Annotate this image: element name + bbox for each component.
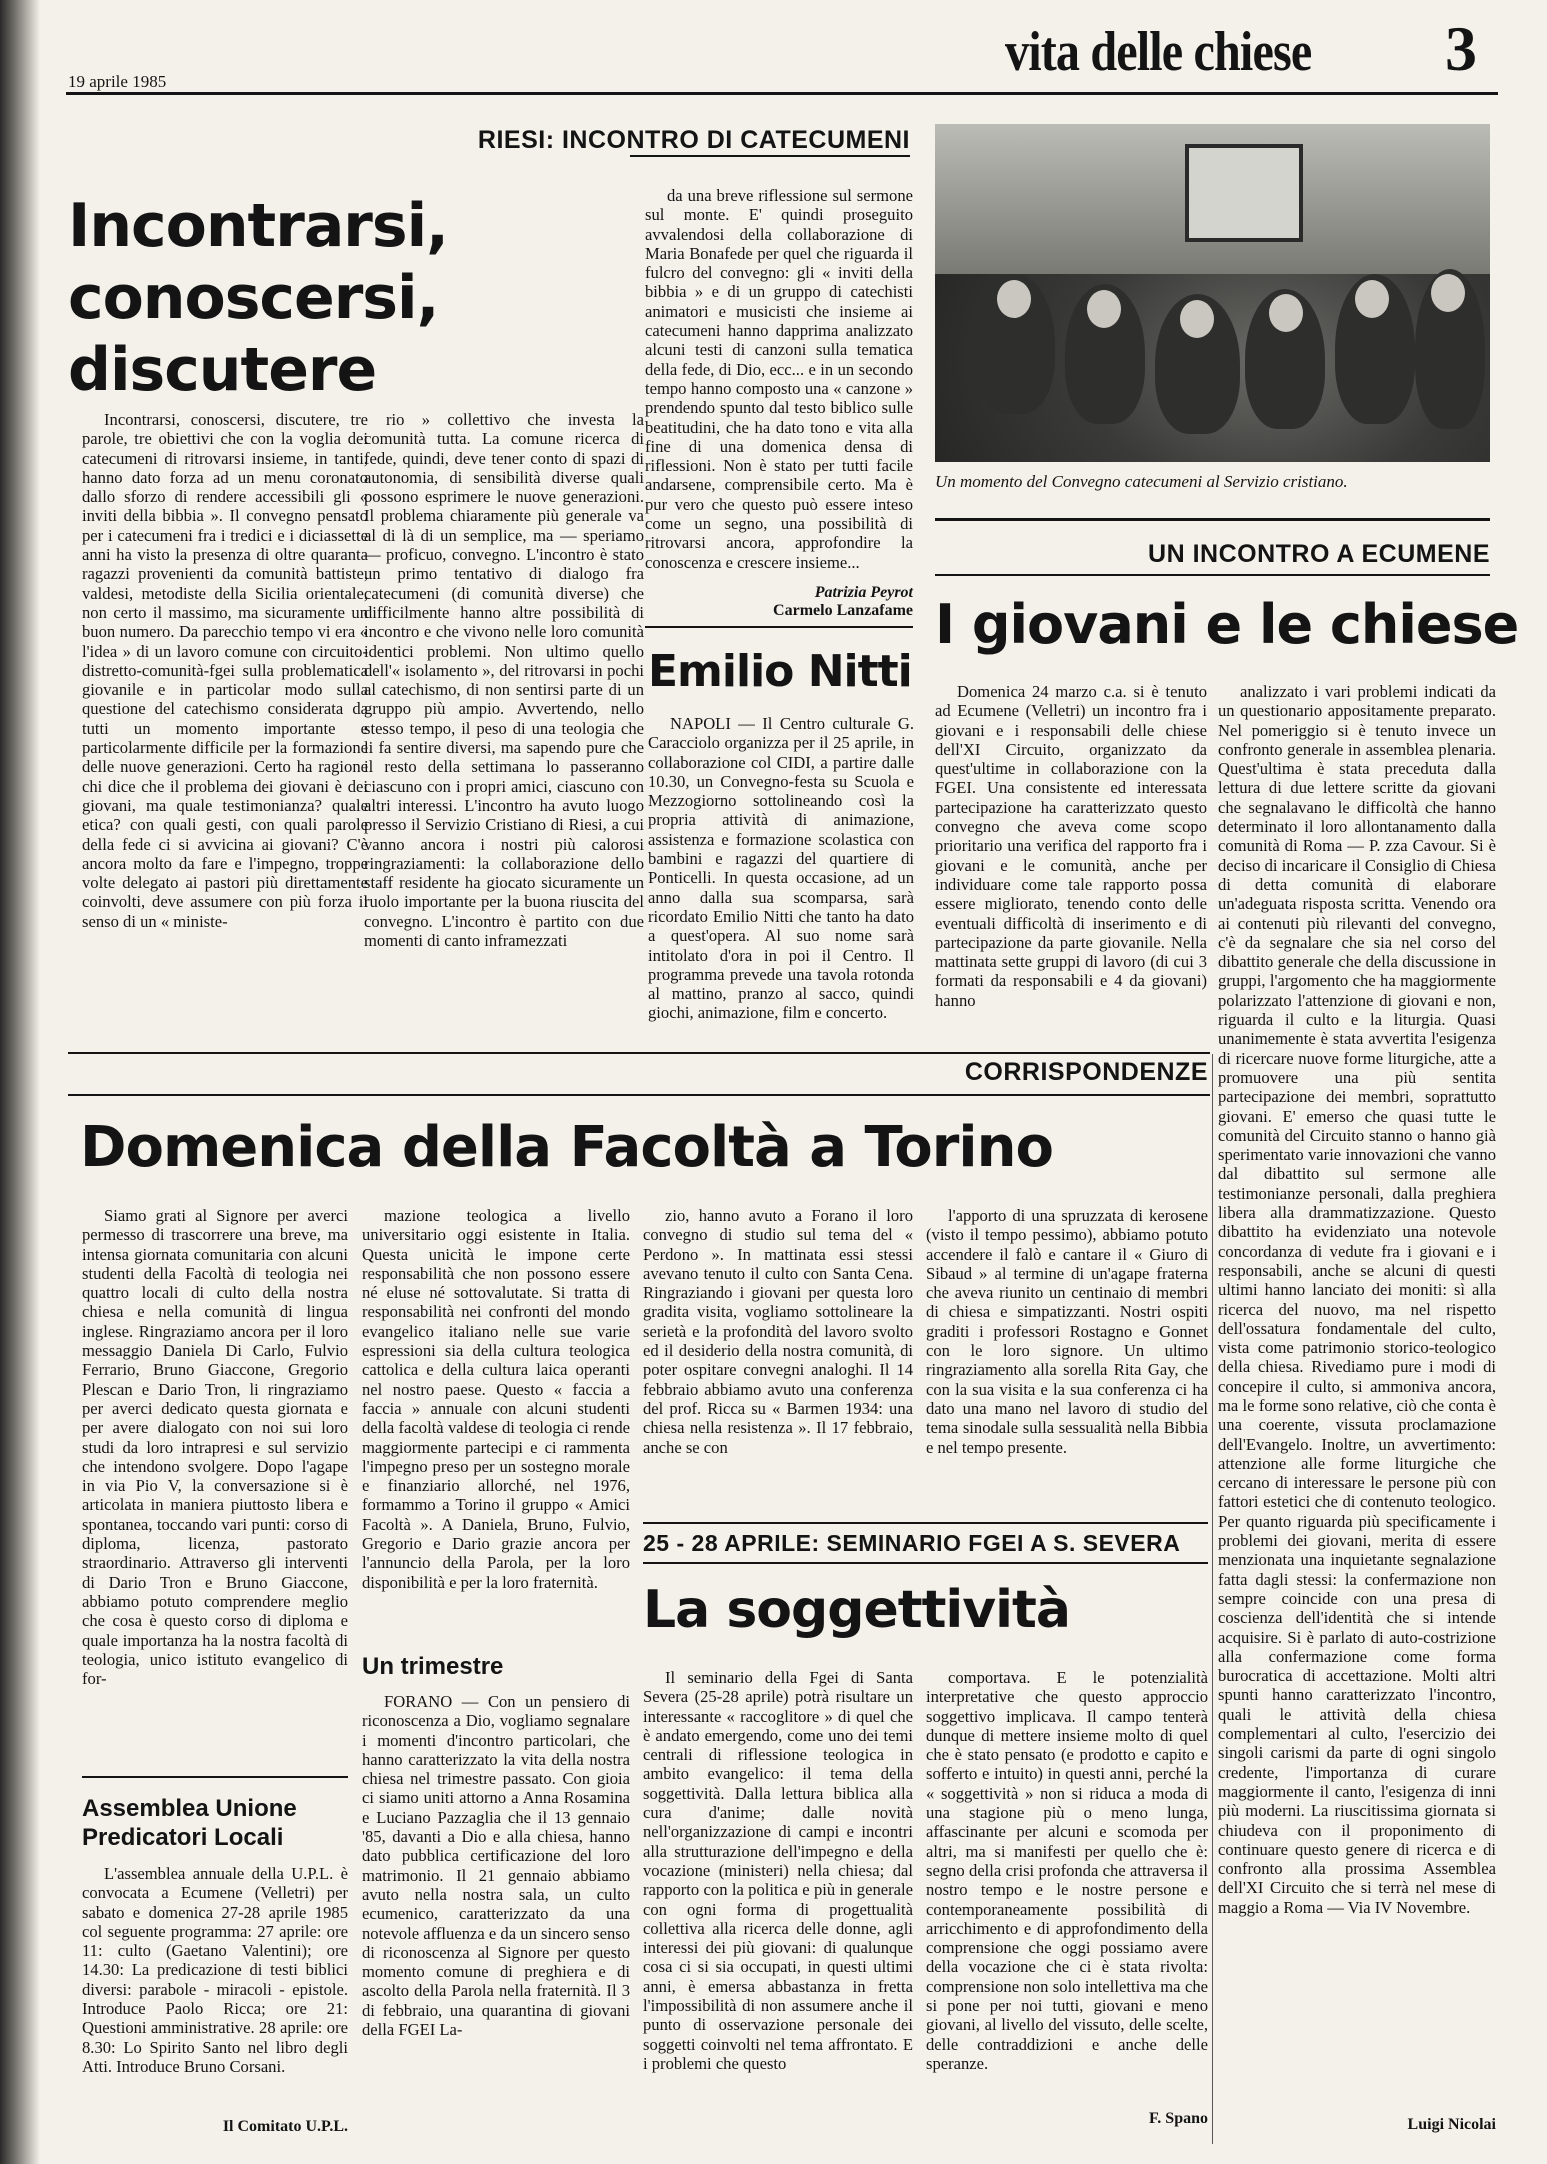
upl-body	[82, 1864, 348, 2110]
upl-headline	[82, 1794, 348, 1852]
upl-headline-line-1: Assemblea Unione	[82, 1795, 297, 1822]
page-binding-shadow	[0, 0, 40, 2164]
riesi-headline	[68, 190, 448, 406]
torino-column-3-text: zio, hanno avuto a Forano il loro convegno di studio sul tema del « Perdono ». In mattinata essi stessi avevano tenuto il culto con Santa Cena. Ringraziando i giovani per questa loro gradita visita, vogliamo sottolineare la serietà e la profondità del lavoro svolto ed il desiderio della nostra comunità, di poter ospitare convegni analoghi. Il 14 febbraio abbiamo avuto una conferenza del prof. Ricca su « Barmen 1934: una chiesa nella resistenza ». Il 17 febbraio, anche se con	[643, 1206, 913, 1457]
fgei-column-1-text: Il seminario della Fgei di Santa Severa (25-28 aprile) potrà risultare un interessante « raccoglitore » di quel che è andato emergendo, come uno dei temi centrali di riflessione teologica in ambito evangelico: il tema della soggettività. Dalla lettura biblica alla cura d'anime; dalle novità nell'organizzazione di campi e incontri alla strutturazione dell'impegno e della vocazione (ministeri) nella chiesa; dal rapporto con la politica e più in generale con ogni forma di progettualità collettiva alla ricerca delle donne, agli interessi dei più giovani: di qualunque cosa ci si sia occupati, in questi ultimi anni, è emersa abbastanza in fretta l'impossibilità di non assumere anche il punto di osservazione personale dei soggetti coinvolti nel tema affrontato. E i problemi che questo	[643, 1668, 913, 2073]
fgei-kicker: 25 - 28 APRILE: SEMINARIO FGEI A S. SEVERA	[643, 1530, 1181, 1556]
riesi-headline-line-1: Incontrarsi,	[68, 191, 448, 261]
nitti-body-text: NAPOLI — Il Centro culturale G. Caracciolo organizza per il 25 aprile, in collaborazione col CIDI, a partire dalle 10.30, un Convegno-festa su Scuola e Mezzogiorno sottolineando così la propria attività di animazione, assistenza e formazione scolastica con bambini e ragazzi del quartiere di Ponticelli. In questa occasione, ad un anno dalla sua scomparsa, sarà ricordato Emilio Nitti che tanto ha dato a quest'opera. Al suo nome sarà intitolato d'ora in poi il Centro. Il programma prevede una tavola rotonda al mattino, pranzo al sacco, quindi giochi, animazione, film e concerto.	[648, 714, 914, 1023]
nitti-headline: Emilio Nitti	[648, 646, 912, 697]
upl-signature: Il Comitato U.P.L.	[222, 2118, 348, 2135]
fgei-headline: La soggettività	[643, 1580, 1070, 1640]
photo-bottom-rule	[935, 518, 1490, 521]
fgei-column-2	[926, 1668, 1208, 2108]
trimestre-headline: Un trimestre	[362, 1653, 504, 1680]
upl-body-text: L'assemblea annuale della U.P.L. è convocata a Ecumene (Velletri) per sabato e domenica 27-28 aprile 1985 col seguente programma: 27 aprile: ore 11: culto (Gaetano Valentini); ore 14.30: La predicazione di testi biblici diversi: parabole - miracoli - epistole. Introduce Paolo Ricca; ore 21: Questioni amministrative. 28 aprile: ore 8.30: Lo Spirito Santo nel libro degli Atti. Introduce Bruno Corsani.	[82, 1864, 348, 2076]
riesi-column-2	[364, 410, 644, 1020]
section-masthead	[1005, 6, 1485, 84]
torino-column-4	[926, 1206, 1208, 1476]
nitti-body	[648, 714, 914, 1034]
riesi-signature-2: Carmelo Lanzafame	[773, 602, 913, 619]
fgei-column-1	[643, 1668, 913, 2124]
header-rule	[66, 92, 1498, 95]
issue-date: 19 aprile 1985	[68, 72, 167, 91]
riesi-column-1	[82, 410, 368, 1016]
torino-column-2-text: mazione teologica a livello universitario oggi esistente in Italia. Questa unicità le impone certe responsabilità che non possono essere né eluse né sottovalutate. Si tratta di responsabilità nei confronti del mondo evangelico italiano nelle sue varie espressioni sia della cultura teologica cattolica e della cultura laica operanti nel nostro paese. Questo « faccia a faccia » annuale con alcuni studenti della facoltà valdese di teologia ci rende maggiormente partecipi e ci rammenta l'impegno preso per un sostegno morale e finanziario allorché, nel 1976, formammo a Torino il gruppo « Amici Facoltà ». A Daniela, Bruno, Fulvio, Gregorio e Dario grazie ancora per l'annuncio della Parola, per la loro disponibilità e per la loro fraternità.	[362, 1206, 630, 1592]
fgei-column-2-text: comportava. E le potenzialità interpretative che questo approccio soggettivo implicava. Il campo tenterà dunque di mettere insieme molto di quel che è stato pensato (e prodotto e capito e sofferto e intuito) in questi anni, perché la « soggettività » non si riduca a moda di una stagione più o meno lunga, affascinante per alcuni e scomoda per altri, ma si manifesti per quello che è: segno della crisi profonda che attraversa il nostro tempo e le nostre persone e contemporaneamente possibilità di arricchimento e di approfondimento della comprensione che oggi possiamo avere della vocazione che ci è stata rivolta: comprensione non solo intellettiva ma che si pone per noi tutti, giovani e meno giovani, al livello del vissuto, delle scelte, delle contraddizioni e anche delle speranze.	[926, 1668, 1208, 2073]
photo-caption: Un momento del Convegno catecumeni al Servizio cristiano.	[935, 472, 1348, 491]
torino-column-4-text: l'apporto di una spruzzata di kerosene (visto il tempo pessimo), abbiamo potuto accendere il falò e cantare il « Giuro di Sibaud » al termine di un'agape fraterna che aveva riunito un centinaio di membri di chiesa e simpatizzanti. Nostri ospiti graditi i professori Rostagno e Gonnet con le loro signore. Un ultimo ringraziamento alla sorella Rita Gay, che con la sua visita e la sua conferenza ci ha dato una mano nel lavoro di studio del tema sinodale sulla sessualità nella Bibbia e nel tempo presente.	[926, 1206, 1208, 1457]
riesi-kicker-rule	[630, 155, 910, 157]
riesi-column-3-text: da una breve riflessione sul sermone sul monte. E' quindi proseguito avvalendosi della collaborazione di Maria Bonafede per quel che riguarda il fulcro del convegno: gli « inviti della bibbia » e di un gruppo di catechisti animatori e musicisti che insieme ai catecumeni hanno dapprima analizzato alcuni testi di canzoni sulla tematica della fede, di Dio, ecc... e in un secondo tempo hanno composto una « canzone » prendendo spunto dal testo biblico sulle beatitudini, che ha dato tono e vita alla fine di una domenica densa di riflessioni. Non è stato per tutti facile andarsene, comprensibile certo. Ma è pur vero che questo può essere inteso come un segno, una possibilità di ritrovarsi ancora, approfondire la conoscenza e crescere insieme...	[645, 186, 913, 572]
upl-top-rule	[82, 1776, 348, 1778]
convegno-photo	[935, 124, 1490, 462]
trimestre-body-text: FORANO — Con un pensiero di riconoscenza a Dio, vogliamo segnalare i momenti d'incontro particolari, che hanno caratterizzato la vita della nostra chiesa nel trimestre passato. Con gioia ci siamo uniti attorno a Anna Rosamina e Luciano Pazzaglia che il 13 gennaio '85, davanti a Dio e alla chiesa, hanno dato pubblica certificazione del loro matrimonio. Il 21 gennaio abbiamo avuto nella nostra sala, un culto ecumenico, caratterizzato da una notevole affluenza e da un sincero senso di riconoscenza al Signore per questo momento comune di preghiera e di ascolto della Parola nella fraternità. Il 3 di febbraio, una quarantina di giovani della FGEI La-	[362, 1692, 630, 2040]
torino-headline: Domenica della Facoltà a Torino	[80, 1115, 1053, 1180]
column-divider	[1212, 1054, 1213, 2144]
ecumene-kicker-rule	[935, 574, 1490, 576]
torino-column-1	[82, 1206, 348, 1710]
section-title: vita delle chiese	[1005, 21, 1312, 83]
fgei-kicker-rule	[643, 1562, 1208, 1564]
riesi-column-3	[645, 186, 913, 581]
corrispondenze-top-rule	[68, 1052, 1210, 1054]
ecumene-signature: Luigi Nicolai	[1407, 2116, 1496, 2133]
riesi-kicker: RIESI: INCONTRO DI CATECUMENI	[477, 126, 910, 154]
riesi-end-rule	[645, 626, 913, 628]
corrispondenze-bottom-rule	[68, 1094, 1210, 1096]
fgei-top-rule	[643, 1522, 1208, 1524]
riesi-column-1-text: Incontrarsi, conoscersi, discutere, tre parole, tre obiettivi che con la voglia dei catecumeni di ritrovarsi insieme, in tanti, hanno dato forza ad un menu coronato dallo sforzo di rendere accessibili gli « inviti della bibbia ». Il convegno pensato per i catecumeni fra i tredici e i diciassette anni ha visto la presenza di oltre quaranta ragazzi provenienti da comunità battiste, valdesi, metodiste della Sicilia orientale, non certo il massimo, ma sicuramente un buon numero. Da parecchio tempo vi era « l'idea » di un lavoro comune con circuito-distretto-comunità-fgei sulla problematica giovanile e in particolar modo sulla questione del catechismo considerata da tutti un momento importante e particolarmente difficile per la formazione delle nuove generazioni. Certo ha ragione chi dice che il problema dei giovani è dei giovani, ma quale testimonianza? quale etica? con quali gesti, con quali parole della fede ci si avvicina ai giovani? C'è ancora molto da fare e l'impegno, troppe volte delegato ai pastori più direttamente coinvolti, deve assumere con più forza il senso di un « ministe-	[82, 410, 368, 931]
torino-column-1-text: Siamo grati al Signore per averci permesso di trascorrere una breve, ma intensa giornata comunitaria con alcuni studenti della Facoltà di teologia nei quattro locali di culto della nostra chiesa e nella comunità di lingua inglese. Ringraziamo ancora per il loro messaggio Daniela Di Carlo, Fulvio Ferrario, Bruno Giaccone, Gregorio Plescan e Dario Tron, li ringraziamo per averci dedicato questa giornata e per avere dialogato con noi sui loro studi da loro intrapresi e sul servizio che intendono svolgere. Dopo l'agape in via Pio V, la conversazione si è articolata in maniera piuttosto libera e spontanea, toccando vari punti: corso di diploma, licenza, pastorato straordinario. Attraverso gli interventi di Dario Tron e Bruno Giaccone, abbiamo potuto comprendere meglio che cosa è questo corso di diploma e quale importanza ha la nostra facoltà di teologia, unico istituto evangelico di for-	[82, 1206, 348, 1689]
ecumene-column-1	[935, 682, 1207, 1020]
ecumene-column-1-text: Domenica 24 marzo c.a. si è tenuto ad Ecumene (Velletri) un incontro fra i giovani e i responsabili delle chiese dell'XI Circuito, organizzato da quest'ultime in collaborazione con la FGEI. Una consistente ed interessata partecipazione ha caratterizzato questo convegno che aveva come scopo prioritario una verifica del rapporto fra i giovani e le comunità, anche per individuare come tale rapporto possa essere migliorato, tenendo conto delle eventuali difficoltà di inserimento e di partecipazione da parte giovanile. Nella mattinata sette gruppi di lavoro (di cui 3 formati da responsabili e 4 da giovani) hanno	[935, 682, 1207, 1010]
page-number: 3	[1445, 13, 1477, 84]
ecumene-column-2	[1218, 682, 1496, 2110]
ecumene-column-2-text: analizzato i vari problemi indicati da un questionario appositamente preparato. Nel pomeriggio si è tenuto invece un confronto generale in assemblea plenaria. Quest'ultima è stata preceduta dalla lettura di due lettere scritte da giovani che segnalavano le difficoltà che hanno determinato il loro allontanamento dalla comunità di Roma — P. zza Cavour. Si è deciso di incaricare il Consiglio di Chiesa di detta comunità di elaborare un'adeguata risposta scritta. Venendo ora ai contenuti più rilevanti del convegno, c'è da segnalare che sia nel corso del dibattito generale che della discussione in gruppi, l'argomento che ha maggiormente polarizzato l'attenzione di giovani e non, riguarda il culto e la liturgia. Quasi unanimemente è stata avvertita l'esigenza di ricercare nuove forme liturgiche, atte a promuovere una più sentita partecipazione dei membri, soprattutto giovani. E' emerso che quasi tutte le comunità del Circuito stanno o hanno già sperimentato varie innovazioni che vanno dal dibattito sul sermone alle testimonianze personali, dalla preghiera libera alla drammatizzazione. Questo dibattito ha evidenziato una notevole concordanza di vedute fra i giovani e i responsabili, anche se alcuni di questi ultimi hanno lanciato dei moniti: sì alla ricerca del nuovo, ma nel rispetto dell'ossatura fondamentale del culto, vista come patrimonio storico-teologico della chiesa. Rivediamo pure i modi di concepire il culto, si ammoniva ancora, ma le forme sono relative, ciò che conta è una coerente, vissuta proclamazione dell'Evangelo. Inoltre, un avvertimento: attenzione alle forme liturgiche che cercano di interessare le persone più con fattori estetici che di contenuto teologico. Per quanto riguarda più specificamente i problemi dei giovani, merita di essere menzionata una inquietante segnalazione fatta dagli stessi: la confermazione non sempre coincide con una presa di coscienza dell'identità che si intende acquisire. Si è parlato di auto-costrizione alla confermazione come forma burocratica di accettazione. Molti altri spunti hanno caratterizzato l'incontro, quali le attività della chiesa complementari al culto, l'esercizio dei singoli carismi da parte di ogni singolo credente, l'importanza di curare maggiormente il canto, l'esigenza di inni più moderni. La riuscitissima giornata si chiudeva con il proponimento di continuare questo genere di ricerca e di confronto alla prossima Assemblea dell'XI Circuito che si terrà nel mese di maggio a Roma — Via IV Novembre.	[1218, 682, 1496, 1917]
torino-column-2	[362, 1206, 630, 1616]
torino-column-3	[643, 1206, 913, 1476]
riesi-signature-1: Patrizia Peyrot	[814, 584, 913, 601]
fgei-signature: F. Spano	[1149, 2110, 1208, 2127]
ecumene-kicker: UN INCONTRO A ECUMENE	[1148, 540, 1490, 568]
trimestre-body	[362, 1692, 630, 2132]
upl-headline-line-2: Predicatori Locali	[82, 1824, 284, 1851]
riesi-column-2-text: rio » collettivo che investa la comunità tutta. La comune ricerca di fede, quindi, deve tener conto di spazi di autonomia, di sensibilità diverse quali possono esprimere le nuove generazioni. Il problema chiaramente più generale va al di là di un semplice, ma — speriamo — proficuo, convegno. L'incontro è stato un primo tentativo di dialogo fra catecumeni (di comunità diverse) che difficilmente hanno altre possibilità di incontro e che vivono nelle loro comunità identici problemi. Non ultimo quello dell'« isolamento », del ritrovarsi in pochi al catechismo, di non sentirsi parte di un gruppo più ampio. Avvertendo, nello stesso tempo, il peso di una teologia che li fa sentire diversi, ma sapendo pure che il resto della settimana lo passeranno ciascuno con i propri amici, ciascuno con altri interessi. L'incontro ha avuto luogo presso il Servizio Cristiano di Riesi, a cui vanno ancora i nostri più calorosi ringraziamenti: la collaborazione dello staff residente ha giocato sicuramente un ruolo importante per la buona riuscita del convegno. L'incontro è partito con due momenti di canto inframezzati	[364, 410, 644, 951]
ecumene-headline: I giovani e le chiese	[935, 593, 1519, 656]
riesi-headline-line-3: discutere	[68, 335, 377, 405]
corrispondenze-kicker: CORRISPONDENZE	[964, 1058, 1208, 1086]
riesi-signature	[645, 584, 913, 620]
riesi-headline-line-2: conoscersi,	[68, 263, 439, 333]
